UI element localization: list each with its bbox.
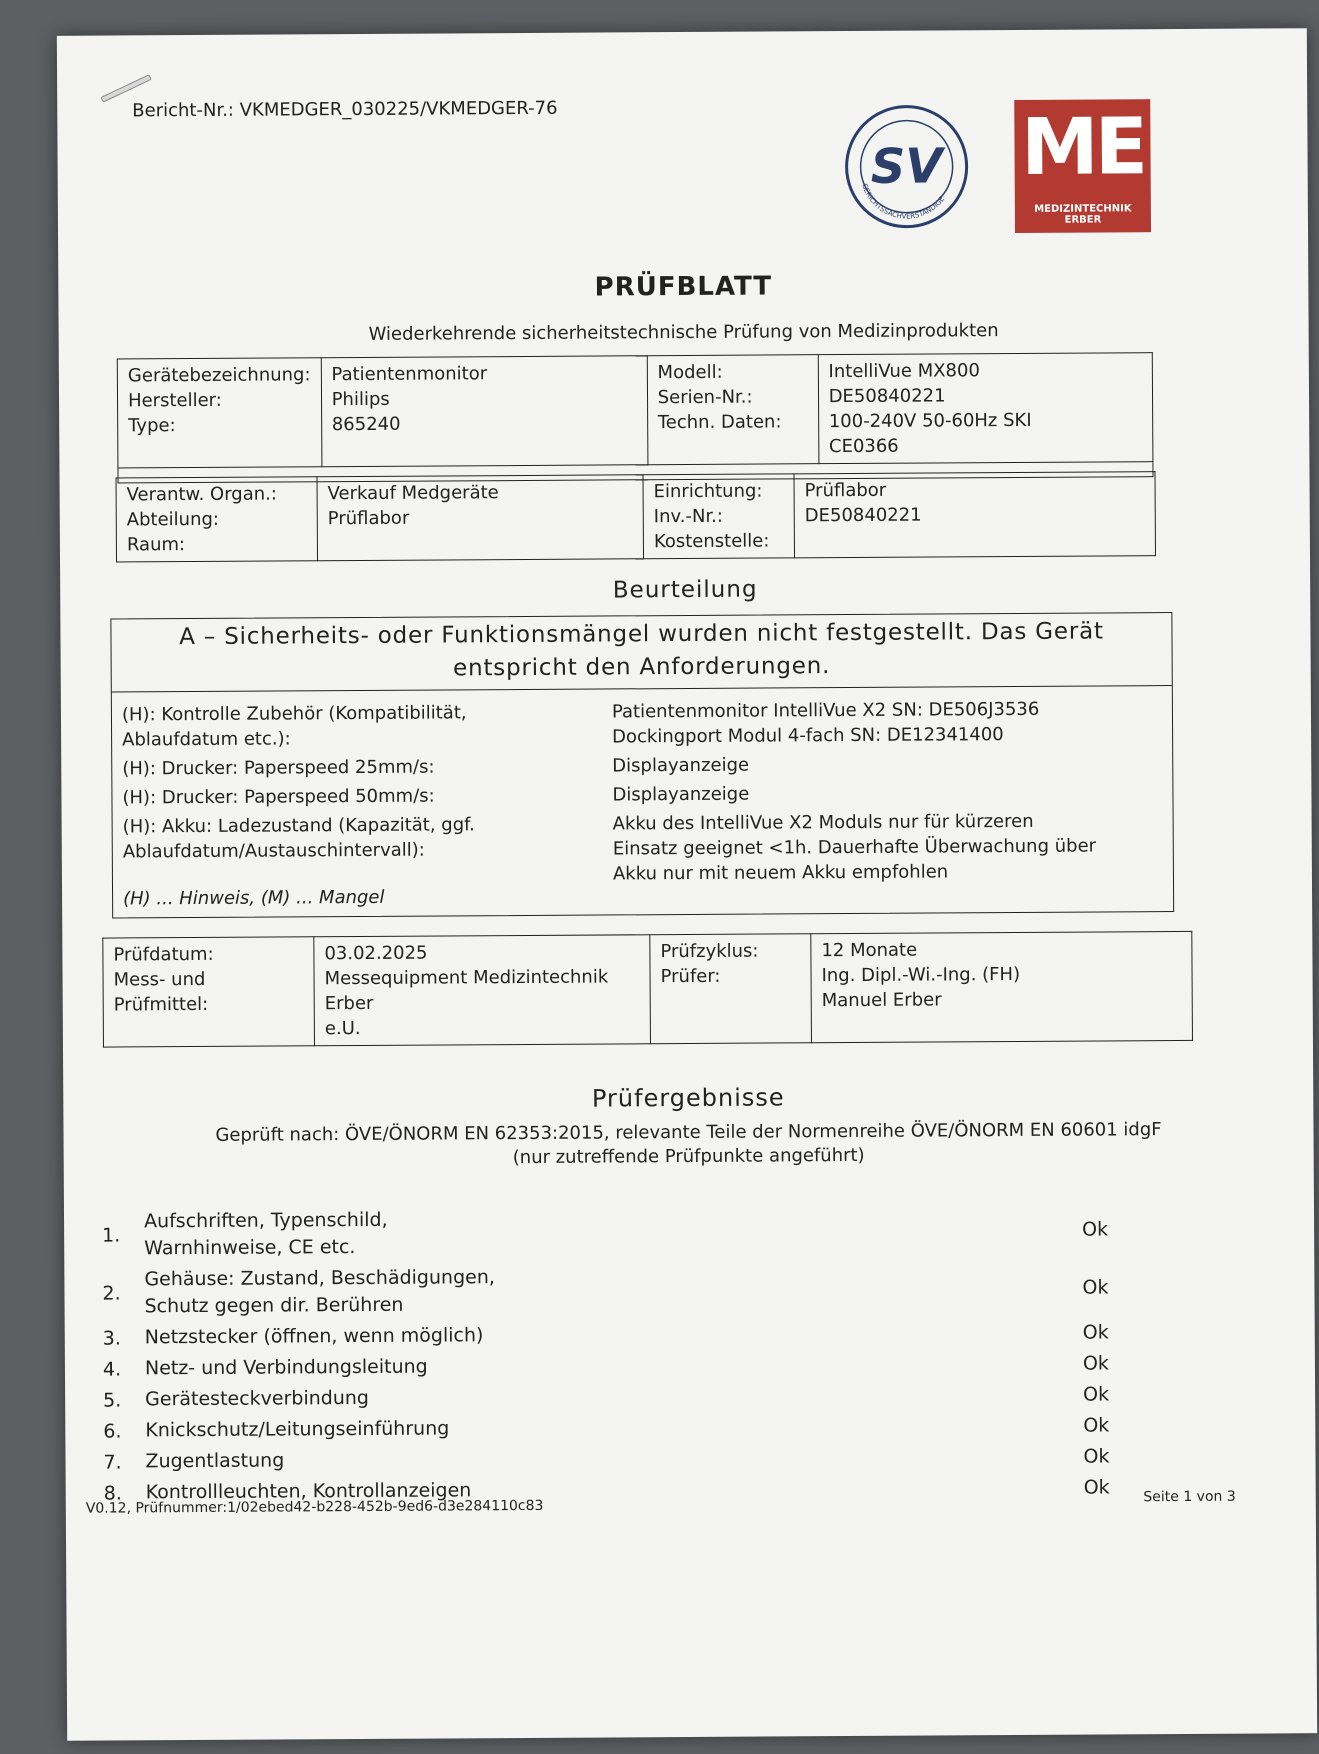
inspection-cycle: 12 Monate	[821, 939, 918, 962]
page-title: PRÜFBLATT	[594, 271, 773, 303]
me-logo-caption: MEDIZINTECHNIK ERBER	[1034, 203, 1132, 226]
facility-name: Prüflabor	[804, 479, 887, 502]
result-value: Ok	[1082, 1218, 1109, 1241]
footer-version: V0.12, Prüfnummer:1/02ebed42-b228-452b-9ed6-d3e284110c83	[85, 1497, 544, 1517]
results-list	[102, 1202, 1144, 1510]
org-name: Verkauf Medgeräte	[327, 482, 499, 505]
device-manufacturer: Philips	[331, 388, 390, 411]
norm-reference: Geprüft nach: ÖVE/ÖNORM EN 62353:2015, relevante Teile der Normenreihe ÖVE/ÖNORM EN 60601 idgF	[215, 1119, 1162, 1146]
finding-row: (H): Akku: Ladezustand (Kapazität, ggf. Ablaufdatum/Austauschintervall): Akku des IntelliVue X2 Moduls nur für kürzeren Einsatz geeignet <1h. Dauerhafte Überwachung über Akku nur mit neuem Akku empfohlen	[122, 810, 1097, 885]
finding-row: (H): Drucker: Paperspeed 50mm/s: Displayanzeige	[122, 783, 750, 809]
list-item: 4. Netz- und Verbindungsleitung Ok	[103, 1349, 1143, 1382]
result-value: Ok	[1083, 1382, 1110, 1406]
inspection-equipment: Messequipment Medizintechnik Erber	[324, 966, 609, 1015]
sv-seal-logo	[842, 102, 971, 231]
org-dept: Prüflabor	[327, 507, 410, 530]
list-item: 3. Netzstecker (öffnen, wenn möglich) Ok	[103, 1318, 1143, 1351]
org-labels: Verantw. Organ.: Abteilung: Raum:	[116, 477, 318, 562]
result-value: Ok	[1083, 1475, 1110, 1499]
assessment-box	[110, 612, 1174, 918]
model-values	[818, 353, 1153, 464]
inspector-name: Ing. Dipl.-Wi.-Ing. (FH)	[821, 963, 1021, 987]
finding-row: (H): Kontrolle Zubehör (Kompatibilität, Ablaufdatum etc.): Patientenmonitor IntelliVue X2 SN: DE506J3536 Dockingport Modul 4-fach SN: DE12341400	[121, 698, 1040, 751]
result-value: Ok	[1082, 1276, 1109, 1299]
device-values	[321, 356, 648, 467]
device-tech-ce: CE0366	[828, 435, 899, 458]
device-model: IntelliVue MX800	[828, 360, 980, 383]
result-value: Ok	[1082, 1351, 1109, 1375]
list-item: 1. Aufschriften, Typenschild, Warnhinweise, CE etc. Ok	[102, 1202, 1142, 1262]
cycle-labels: Prüfzyklus: Prüfer:	[650, 934, 812, 1044]
assessment-heading: Beurteilung	[612, 576, 758, 604]
facility-values	[794, 472, 1156, 558]
facility-labels: Einrichtung: Inv.-Nr.: Kostenstelle:	[643, 474, 795, 559]
staple	[100, 74, 151, 103]
device-tech: 100-240V 50-60Hz SKI	[828, 409, 1032, 433]
cycle-values: 12 Monate Ing. Dipl.-Wi.-Ing. (FH) Manuel Erber	[811, 931, 1193, 1042]
inspection-labels: Prüfdatum: Mess- und Prüfmittel:	[103, 937, 315, 1047]
me-logo-text: ME	[1020, 102, 1145, 193]
inspection-table	[102, 931, 1193, 1048]
result-value: Ok	[1083, 1444, 1110, 1468]
organization-table	[116, 471, 1156, 562]
device-name: Patientenmonitor	[331, 363, 488, 386]
list-item: 5. Gerätesteckverbindung Ok	[103, 1380, 1143, 1413]
inventory-number: DE50840221	[804, 504, 922, 527]
report-number: Bericht-Nr.: VKMEDGER_030225/VKMEDGER-76	[132, 97, 558, 122]
seal-ring-text: GERICHTSSACHVERSTÄNDIGE	[860, 182, 947, 221]
result-value: Ok	[1082, 1320, 1109, 1344]
results-heading: Prüfergebnisse	[591, 1083, 785, 1113]
inspection-date: 03.02.2025	[324, 942, 428, 965]
seal-text: SV	[870, 138, 943, 195]
page-subtitle: Wiederkehrende sicherheitstechnische Prüfung von Medizinprodukten	[368, 320, 999, 345]
device-table	[117, 352, 1154, 483]
list-item: 7. Zugentlastung Ok	[103, 1442, 1143, 1475]
norm-note: (nur zutreffende Prüfpunkte angeführt)	[512, 1144, 865, 1169]
list-item: 8. Kontrollleuchten, Kontrollanzeigen Ok	[104, 1473, 1144, 1506]
model-labels: Modell: Serien-Nr.: Techn. Daten:	[647, 355, 819, 465]
legend-note: (H) ... Hinweis, (M) ... Mangel	[123, 886, 385, 910]
org-values	[317, 475, 644, 561]
assessment-result: A – Sicherheits- oder Funktionsmängel wurden nicht festgestellt. Das Gerät entspricht den Anforderungen.	[111, 613, 1171, 692]
document-page	[57, 28, 1317, 1741]
list-item: 6. Knickschutz/Leitungseinführung Ok	[103, 1411, 1143, 1444]
me-logo	[1014, 99, 1151, 233]
result-value: Ok	[1083, 1413, 1110, 1437]
findings-list	[112, 686, 1173, 889]
device-type: 865240	[331, 413, 401, 436]
inspection-values: 03.02.2025 Messequipment Medizintechnik Erber e.U.	[314, 935, 651, 1046]
finding-row: (H): Drucker: Paperspeed 25mm/s: Displayanzeige	[122, 754, 750, 780]
footer-page-number: Seite 1 von 3	[1143, 1488, 1236, 1506]
list-item: 2. Gehäuse: Zustand, Beschädigungen, Schutz gegen dir. Berühren Ok	[102, 1260, 1142, 1320]
device-labels: Gerätebezeichnung: Hersteller: Type:	[117, 358, 321, 468]
device-serial: DE50840221	[828, 385, 946, 408]
